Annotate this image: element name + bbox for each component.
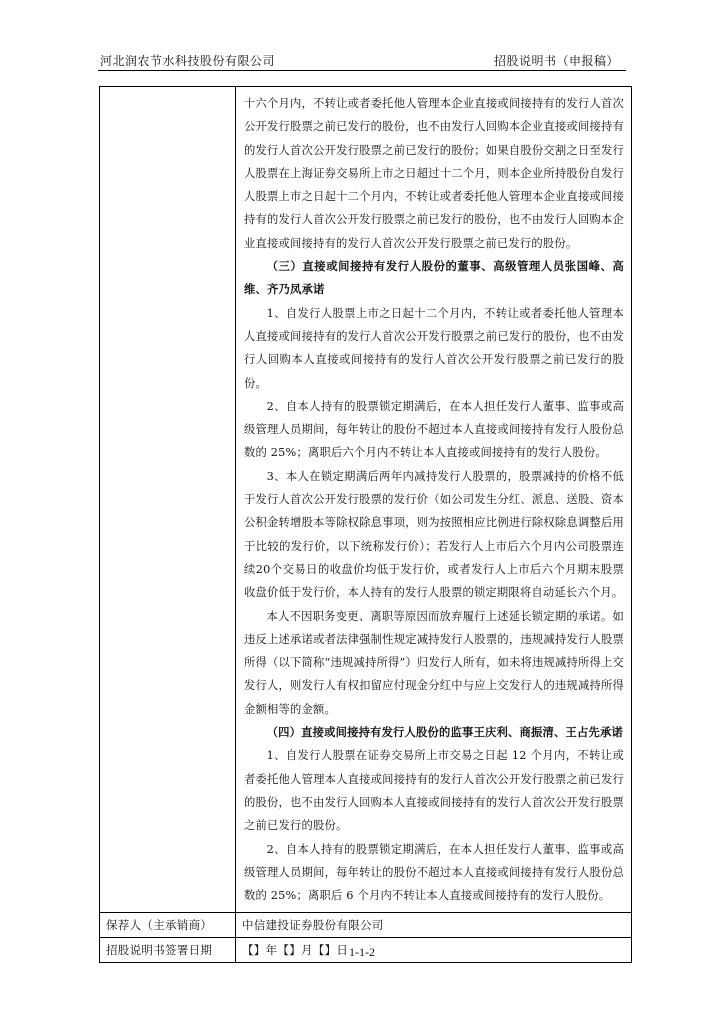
header-divider [98, 70, 626, 71]
page-number: 1-1-2 [349, 945, 375, 959]
header-company-name: 河北润农节水科技股份有限公司 [100, 54, 276, 68]
commitments-label-cell [100, 87, 236, 913]
commitment-paragraph: 1、自发行人股票在证券交易所上市交易之日起 12 个月内，不转让或者委托他人管理本人直接或间接持有的发行人首次公开发行股票之前已发行的股份，也不由发行人回购本人直接或间接持有的发行人首次公开发行股票之前已发行的股份。 [244, 749, 624, 833]
commitments-text [237, 88, 630, 911]
commitment-paragraph: 2、自本人持有的股票锁定期满后，在本人担任发行人董事、监事或高级管理人员期间，每年转让的股份不超过本人直接或间接持有发行人股份总数的 25%；离职后 6 个月内不转让本人直接或间接持有的发行人股份。 [244, 842, 624, 903]
commitment-paragraph: 十六个月内，不转让或者委托他人管理本企业直接或间接持有的发行人首次公开发行股票之前已发行的股份，也不由发行人回购本企业直接或间接持有的发行人首次公开发行股票之前已发行的股份；如果自股份交割之日至发行人股票在上海证券交易所上市之日超过十二个月，则本企业所持股份自发行人股票上市之日起十二个月内，不转让或者委托他人管理本企业直接或间接持有的发行人首次公开发行股票之前已发行的股份，也不由发行人回购本企业直接或间接持有的发行人首次公开发行股票之前已发行的股份。 [244, 97, 624, 250]
sign-date-label: 招股说明书签署日期 [106, 943, 213, 958]
header-document-title: 招股说明书（申报稿） [493, 54, 619, 68]
commitments-content-cell [236, 87, 632, 913]
commitment-paragraph: 2、自本人持有的股票锁定期满后，在本人担任发行人董事、监事或高级管理人员期间，每年转让的股份不超过本人直接或间接持有发行人股份总数的 25%；离职后六个月内不转让本人直接或间接持有的发行人股份。 [244, 399, 624, 460]
table-row-sponsor [100, 913, 632, 938]
section-heading-directors: （三）直接或间接持有发行人股份的董事、高级管理人员张国峰、高维、齐乃凤承诺 [244, 259, 624, 297]
prospectus-table [99, 86, 632, 963]
commitment-paragraph: 本人不因职务变更、离职等原因而放弃履行上述延长锁定期的承诺。如违反上述承诺或者法律强制性规定减持发行人股票的，违规减持发行人股票所得（以下简称“违规减持所得”）归发行人所有，如未将违规减持所得上交发行人，则发行人有权扣留应付现金分红中与应上交发行人的违规减持所得金额相等的金额。 [244, 609, 624, 716]
sponsor-value-cell [236, 913, 632, 938]
sponsor-label-cell [100, 913, 236, 938]
section-heading-supervisors: （四）直接或间接持有发行人股份的监事王庆利、商振清、王占先承诺 [266, 725, 624, 740]
table-row-commitments [100, 87, 632, 913]
commitment-paragraph: 3、本人在锁定期满后两年内减持发行人股票的，股票减持的价格不低于发行人首次公开发行股票的发行价（如公司发生分红、派息、送股、资本公积金转增股本等除权除息事项，则为按照相应比例进行除权除息调整后用于比较的发行价，以下统称发行价）；若发行人上市后六个月内公司股票连续20个交易日的收盘价均低于发行价，或者发行人上市后六个月期末股票收盘价低于发行价，本人持有的发行人股票的锁定期限将自动延长六个月。 [244, 469, 624, 600]
sponsor-value: 中信建投证券股份有限公司 [242, 918, 384, 933]
sponsor-label: 保荐人（主承销商） [106, 918, 213, 933]
sign-date-value: 【】年【】月【】日 [242, 943, 349, 958]
commitment-paragraph: 1、自发行人股票上市之日起十二个月内，不转让或者委托他人管理本人直接或间接持有的发行人首次公开发行股票之前已发行的股份，也不由发行人回购本人直接或间接持有的发行人首次公开发行股票之前已发行的股份。 [244, 306, 624, 390]
